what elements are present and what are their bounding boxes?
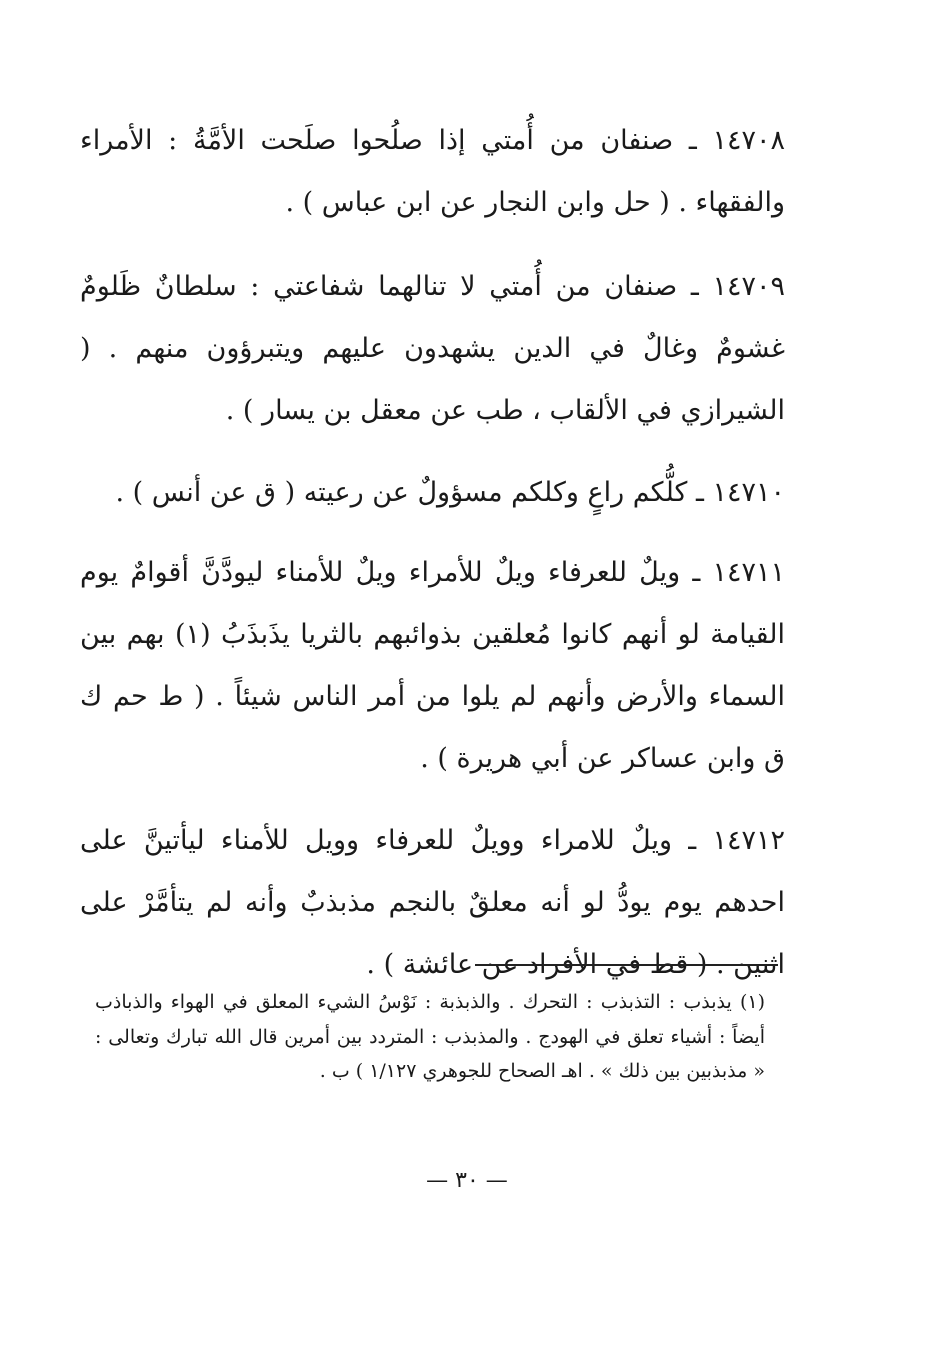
hadith-14708 <box>80 110 785 234</box>
footnote-text: (١) يذبذب : التذبذب : التحرك . والذبذبة : نَوْسُ الشيء المعلق في الهواء والذباذب أيضاً : أشياء تعلق في الهودج . والمذبذب : المتردد بين أمرين قال الله تبارك وتعالى : « مذبذبين بين ذلك » . اهـ الصحاح للجوهري ١/١٢٧ ) ب . <box>95 991 765 1082</box>
hadith-number: ١٤٧١١ <box>712 557 785 588</box>
hadith-dash: ـ <box>680 557 701 588</box>
hadith-dash: ـ <box>677 271 699 302</box>
hadith-14709 <box>80 256 785 442</box>
footnote-divider <box>475 964 778 966</box>
hadith-number: ١٤٧١٢ <box>712 825 785 856</box>
hadith-dash: ـ <box>687 477 704 508</box>
hadith-dash: ـ <box>672 825 697 856</box>
page-number: — ٣٠ — <box>426 1168 508 1193</box>
hadith-number: ١٤٧٠٨ <box>712 125 785 156</box>
hadith-text: صنفان من أُمتي إذا صلُحوا صلَحت الأمَّةُ : الأمراء والفقهاء . ( حل وابن النجار عن ابن عباس ) . <box>80 125 785 218</box>
hadith-14712 <box>80 810 785 996</box>
hadith-text: ويلٌ للعرفاء ويلٌ للأمراء ويلٌ للأمناء ليودَّنَّ أقوامٌ يوم القيامة لو أنهم كانوا مُعلقين بذوائبهم بالثريا يذَبذَبُ (١) بهم بين السماء والأرض وأنهم لم يلوا من أمر الناس شيئاً . ( ط حم ك ق وابن عساكر عن أبي هريرة ) . <box>80 557 786 774</box>
hadith-list <box>80 110 785 996</box>
hadith-dash: ـ <box>673 125 697 156</box>
hadith-text: كلُّكم راعٍ وكلكم مسؤولٌ عن رعيته ( ق عن أنس ) . <box>115 477 688 508</box>
hadith-14711 <box>80 542 785 790</box>
hadith-number: ١٤٧١٠ <box>712 477 785 508</box>
hadith-number: ١٤٧٠٩ <box>712 271 785 302</box>
hadith-text: صنفان من أُمتي لا تنالهما شفاعتي : سلطانٌ ظَلومٌ غشومٌ وغالٌ في الدين يشهدون عليهم ويتبرؤون منهم . ( الشيرازي في الألقاب ، طب عن معقل بن يسار ) . <box>80 271 785 426</box>
footnote <box>95 985 765 1089</box>
hadith-14710 <box>80 462 785 524</box>
hadith-text: ويلٌ للامراء وويلٌ للعرفاء وويل للأمناء ليأتينَّ على احدهم يوم يودُّ لو أنه معلقٌ بالنجم مذبذبٌ وأنه لم يتأمَّرْ على اثنين . ( قط في الأفراد عن عائشة ) . <box>80 825 785 980</box>
